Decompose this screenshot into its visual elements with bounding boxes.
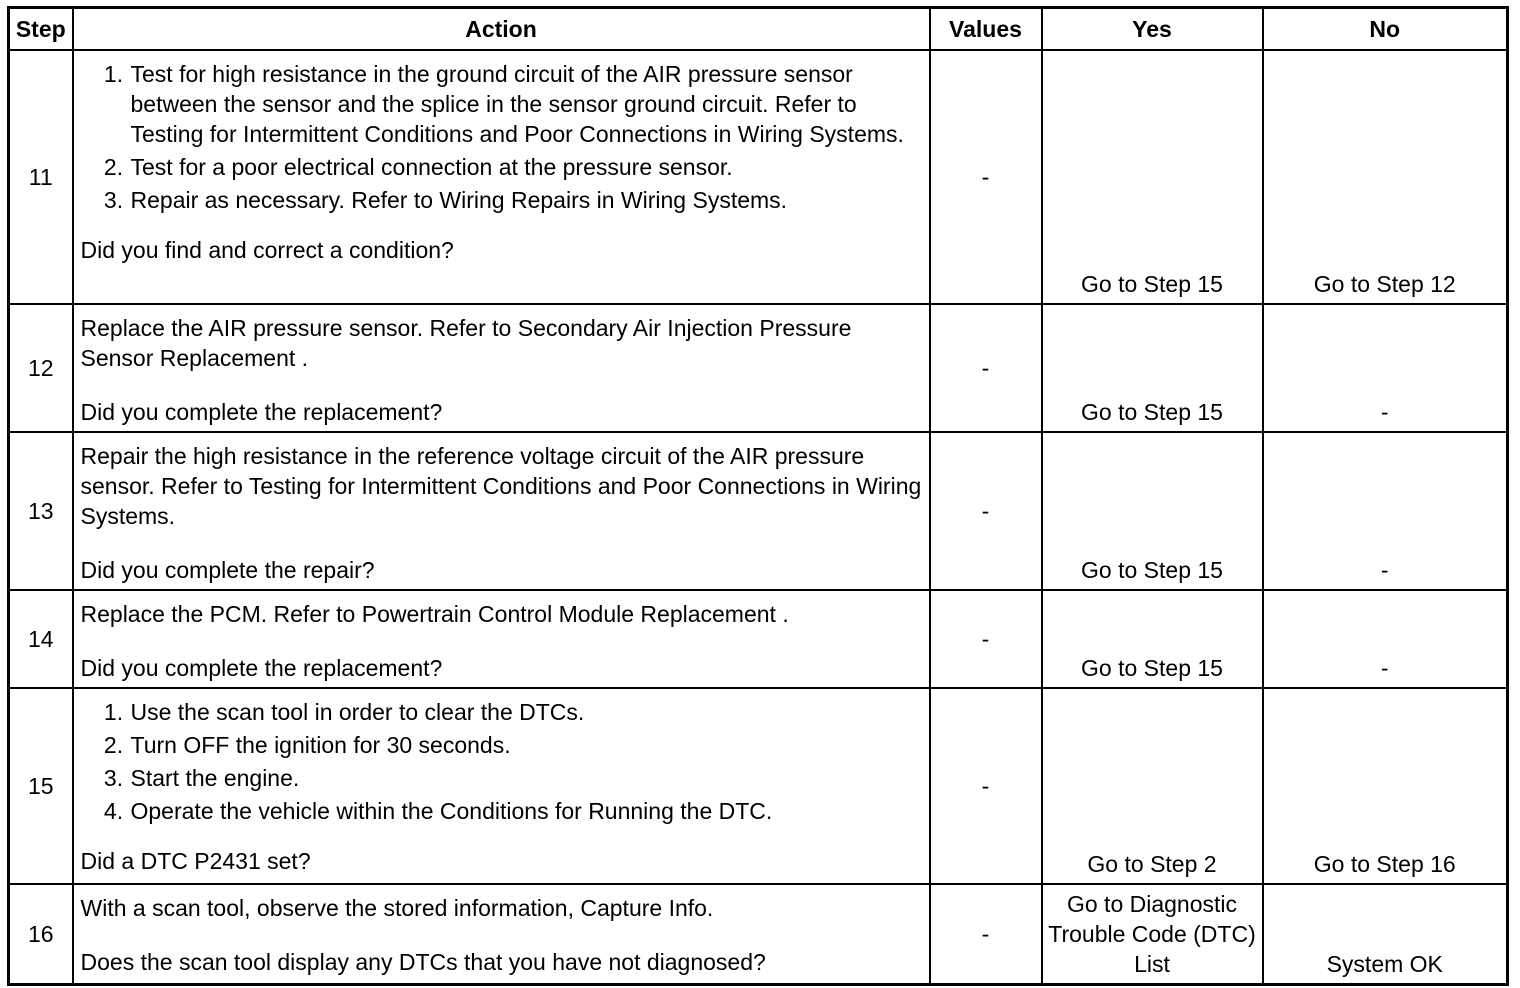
header-action: Action — [73, 8, 930, 51]
action-cell — [73, 590, 930, 688]
values-cell: - — [930, 590, 1042, 688]
no-result: Go to Step 16 — [1263, 688, 1508, 884]
header-no: No — [1263, 8, 1508, 51]
action-text: Repair the high resistance in the reference voltage circuit of the AIR pressure sensor. Refer to Testing for Intermittent Conditions and Poor Connections in Wiring Systems. — [80, 443, 922, 529]
no-result: Go to Step 12 — [1263, 50, 1508, 304]
action-question: Did you find and correct a condition? — [80, 237, 454, 263]
table-row — [9, 884, 1508, 984]
list-item: 2. Test for a poor electrical connection at the pressure sensor. — [130, 152, 923, 182]
table-row — [9, 304, 1508, 432]
action-question: Does the scan tool display any DTCs that you have not diagnosed? — [80, 949, 766, 975]
step-number: 14 — [9, 590, 73, 688]
step-number: 13 — [9, 432, 73, 590]
header-step: Step — [9, 8, 73, 51]
table-row — [9, 50, 1508, 304]
yes-result: Go to Step 15 — [1042, 590, 1263, 688]
no-result: - — [1263, 304, 1508, 432]
header-yes: Yes — [1042, 8, 1263, 51]
no-result: - — [1263, 432, 1508, 590]
action-question: Did a DTC P2431 set? — [80, 848, 311, 874]
yes-result: Go to Diagnostic Trouble Code (DTC) List — [1042, 884, 1263, 984]
action-steps-list — [81, 59, 923, 215]
values-cell: - — [930, 432, 1042, 590]
yes-result: Go to Step 15 — [1042, 304, 1263, 432]
table-row — [9, 590, 1508, 688]
values-cell: - — [930, 50, 1042, 304]
values-cell: - — [930, 304, 1042, 432]
action-question: Did you complete the replacement? — [80, 655, 443, 681]
action-text: Replace the PCM. Refer to Powertrain Control Module Replacement . — [80, 601, 789, 627]
values-cell: - — [930, 884, 1042, 984]
step-number: 16 — [9, 884, 73, 984]
yes-result: Go to Step 2 — [1042, 688, 1263, 884]
list-item: 3. Repair as necessary. Refer to Wiring Repairs in Wiring Systems. — [130, 185, 923, 215]
action-cell — [73, 688, 930, 884]
no-result: System OK — [1263, 884, 1508, 984]
action-cell — [73, 884, 930, 984]
action-question: Did you complete the repair? — [80, 557, 375, 583]
no-result: - — [1263, 590, 1508, 688]
yes-result: Go to Step 15 — [1042, 50, 1263, 304]
header-row — [9, 8, 1508, 51]
table-row — [9, 688, 1508, 884]
values-cell: - — [930, 688, 1042, 884]
diagnostic-table — [7, 6, 1509, 986]
step-number: 11 — [9, 50, 73, 304]
action-cell — [73, 50, 930, 304]
action-text: Replace the AIR pressure sensor. Refer to Secondary Air Injection Pressure Sensor Replacement . — [80, 315, 852, 371]
action-text: With a scan tool, observe the stored information, Capture Info. — [80, 895, 714, 921]
list-item: 3. Start the engine. — [130, 763, 923, 793]
step-number: 12 — [9, 304, 73, 432]
action-cell — [73, 432, 930, 590]
action-cell — [73, 304, 930, 432]
list-item: 1. Test for high resistance in the ground circuit of the AIR pressure sensor between the sensor and the splice in the sensor ground circuit. Refer to Testing for Intermittent Conditions and Poor Connections in Wiring Systems. — [130, 59, 923, 149]
list-item: 2. Turn OFF the ignition for 30 seconds. — [130, 730, 923, 760]
yes-result: Go to Step 15 — [1042, 432, 1263, 590]
step-number: 15 — [9, 688, 73, 884]
list-item: 4. Operate the vehicle within the Conditions for Running the DTC. — [130, 796, 923, 826]
action-question: Did you complete the replacement? — [80, 399, 443, 425]
table-row — [9, 432, 1508, 590]
header-values: Values — [930, 8, 1042, 51]
list-item: 1. Use the scan tool in order to clear the DTCs. — [130, 697, 923, 727]
action-steps-list — [81, 697, 923, 826]
